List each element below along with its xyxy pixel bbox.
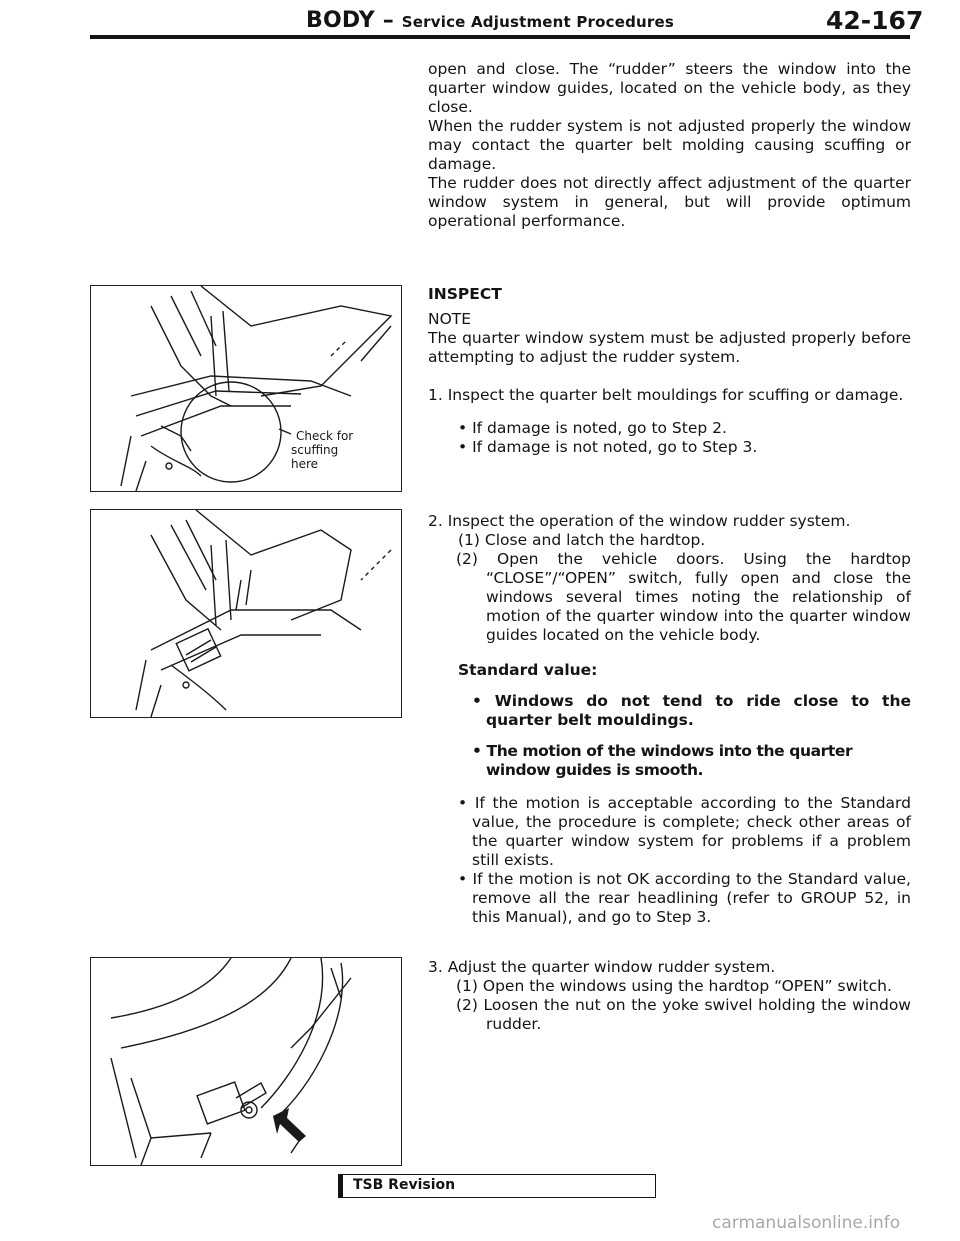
step-2 [428,512,911,927]
standard-item-2: • The motion of the windows into the quarter window guides is smooth. [472,742,853,779]
figure-2-illustration [91,510,401,717]
section-title: BODY [306,8,375,33]
step-2-text: 2. Inspect the operation of the window rudder system. [428,512,851,530]
step-2-sub-1: (1) Close and latch the hardtop. [458,531,706,549]
standard-value-label: Standard value: [458,661,598,679]
step-1 [428,386,911,457]
standard-item-1: • Windows do not tend to ride close to the quarter belt mouldings. [472,692,911,729]
page-number: 42-167 [826,6,924,35]
step-2-sub-2: (2) Open the vehicle doors. Using the hardtop “CLOSE”/“OPEN” switch, fully open and close the windows several times noting the relationship of motion of the quarter window into the quarter window guides located on the vehicle body. [456,550,911,644]
figure-1-label-line-3: here [291,457,319,471]
step-3-sub-2: (2) Loosen the nut on the yoke swivel holding the window rudder. [456,996,911,1033]
title-separator: – [382,8,394,33]
intro-paragraph-2: When the rudder system is not adjusted properly the window may contact the quarter belt molding causing scuffing or damage. [428,117,911,173]
step-1-bullet-2: • If damage is not noted, go to Step 3. [458,438,758,456]
intro-paragraph-3: The rudder does not directly affect adjustment of the quarter window system in general, but will provide optimum operational performance. [428,174,911,230]
figure-3-arrow-icon [273,1108,306,1142]
figure-yoke-swivel-nut [90,957,402,1166]
figure-1-illustration [91,286,401,491]
result-bullet-2: • If the motion is not OK according to the Standard value, remove all the rear headlining (refer to GROUP 52, in this Manual), and go to Step 3. [458,870,911,926]
inspect-section [428,285,911,367]
page-title [306,8,674,33]
figure-1-label-line-2: scuffing [291,443,339,457]
intro-paragraph-1: open and close. The “rudder” steers the window into the quarter window guides, located on the vehicle body, as they close. [428,60,911,116]
figure-3-illustration [91,958,401,1165]
figure-belt-molding-scuffing [90,285,402,492]
result-bullet-1: • If the motion is acceptable according to the Standard value, the procedure is complete; check other areas of the quarter window system for problems if a problem still exists. [458,794,911,869]
tsb-revision-label: TSB Revision [353,1177,456,1193]
step-1-bullet-1: • If damage is noted, go to Step 2. [458,419,727,437]
step-3-sub-1: (1) Open the windows using the hardtop “OPEN” switch. [456,977,892,995]
step-3-text: 3. Adjust the quarter window rudder system. [428,958,776,976]
step-1-text: 1. Inspect the quarter belt mouldings for scuffing or damage. [428,386,904,404]
watermark-text: carmanualsonline.info [712,1213,901,1233]
figure-window-rudder-motion [90,509,402,718]
note-label: NOTE [428,310,472,328]
intro-text [428,60,911,231]
step-3 [428,958,911,1034]
tsb-revision-box [338,1174,656,1198]
note-text: The quarter window system must be adjusted properly before attempting to adjust the rudder system. [428,329,911,366]
header-rule [90,35,910,39]
section-subtitle: Service Adjustment Procedures [401,13,674,31]
inspect-heading: INSPECT [428,285,502,303]
figure-1-label-line-1: Check for [296,429,354,443]
page-header [0,0,960,44]
